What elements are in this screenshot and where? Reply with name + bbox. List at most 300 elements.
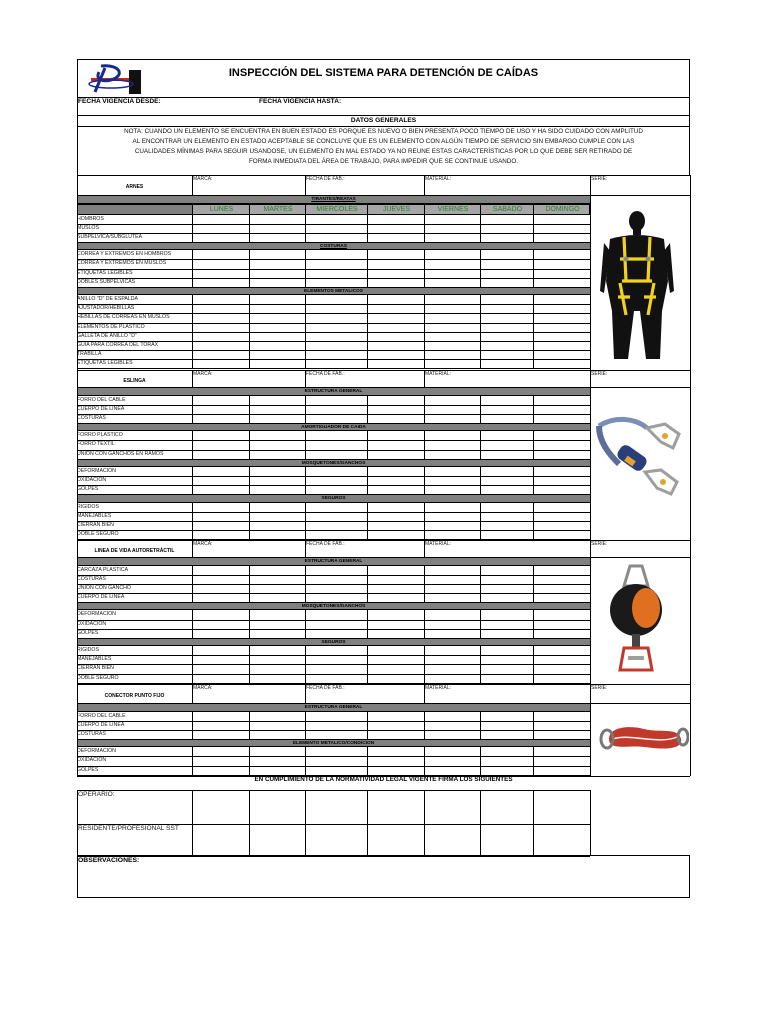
check-cell[interactable] [368,594,423,601]
check-cell[interactable] [306,504,366,511]
check-cell[interactable] [306,270,366,277]
check-cell[interactable] [250,351,304,358]
check-cell[interactable] [481,513,532,520]
check-cell[interactable] [425,296,479,303]
check-cell[interactable] [534,324,589,331]
check-cell[interactable] [306,585,366,592]
check-cell[interactable] [193,675,248,682]
check-cell[interactable] [425,611,479,618]
check-cell[interactable] [425,585,479,592]
check-cell[interactable] [193,260,248,267]
signature-cell[interactable] [368,825,423,855]
check-cell[interactable] [534,731,589,738]
check-cell[interactable] [425,767,479,774]
check-cell[interactable] [193,314,248,321]
check-cell[interactable] [534,531,589,538]
check-cell[interactable] [425,513,479,520]
check-cell[interactable] [368,722,423,729]
check-cell[interactable] [193,531,248,538]
check-cell[interactable] [193,665,248,672]
check-cell[interactable] [306,234,366,241]
check-cell[interactable] [368,397,423,404]
signature-cell[interactable] [193,825,248,855]
check-cell[interactable] [306,621,366,628]
check-cell[interactable] [193,567,248,574]
check-cell[interactable] [534,279,589,286]
check-cell[interactable] [250,216,304,223]
check-cell[interactable] [425,279,479,286]
check-cell[interactable] [250,406,304,413]
check-cell[interactable] [306,656,366,663]
check-cell[interactable] [193,621,248,628]
check-cell[interactable] [534,260,589,267]
check-cell[interactable] [250,333,304,340]
check-cell[interactable] [250,722,304,729]
check-cell[interactable] [534,675,589,682]
check-cell[interactable] [250,576,304,583]
check-cell[interactable] [368,468,423,475]
check-cell[interactable] [534,621,589,628]
check-cell[interactable] [368,522,423,529]
check-cell[interactable] [306,576,366,583]
check-cell[interactable] [425,415,479,422]
check-cell[interactable] [481,406,532,413]
check-cell[interactable] [425,441,479,448]
check-cell[interactable] [534,504,589,511]
check-cell[interactable] [425,567,479,574]
check-cell[interactable] [534,441,589,448]
check-cell[interactable] [534,567,589,574]
check-cell[interactable] [534,314,589,321]
check-cell[interactable] [193,251,248,258]
check-cell[interactable] [250,296,304,303]
check-cell[interactable] [481,656,532,663]
check-cell[interactable] [368,611,423,618]
check-cell[interactable] [481,234,532,241]
check-cell[interactable] [425,656,479,663]
check-cell[interactable] [306,748,366,755]
check-cell[interactable] [481,324,532,331]
check-cell[interactable] [481,767,532,774]
check-cell[interactable] [368,477,423,484]
check-cell[interactable] [425,621,479,628]
check-cell[interactable] [250,441,304,448]
check-cell[interactable] [306,757,366,764]
check-cell[interactable] [368,360,423,367]
check-cell[interactable] [481,260,532,267]
check-cell[interactable] [306,451,366,458]
signature-cell[interactable] [193,791,248,823]
check-cell[interactable] [250,611,304,618]
check-cell[interactable] [250,767,304,774]
check-cell[interactable] [481,621,532,628]
check-cell[interactable] [306,531,366,538]
check-cell[interactable] [193,397,248,404]
check-cell[interactable] [368,531,423,538]
check-cell[interactable] [368,324,423,331]
check-cell[interactable] [534,594,589,601]
check-cell[interactable] [534,757,589,764]
check-cell[interactable] [250,513,304,520]
check-cell[interactable] [534,647,589,654]
check-cell[interactable] [306,342,366,349]
check-cell[interactable] [534,656,589,663]
check-cell[interactable] [481,441,532,448]
check-cell[interactable] [368,665,423,672]
check-cell[interactable] [306,251,366,258]
check-cell[interactable] [534,333,589,340]
check-cell[interactable] [193,477,248,484]
signature-cell[interactable] [250,825,304,855]
check-cell[interactable] [306,675,366,682]
observations-input[interactable] [79,867,688,896]
check-cell[interactable] [368,567,423,574]
check-cell[interactable] [368,270,423,277]
check-cell[interactable] [368,314,423,321]
check-cell[interactable] [306,432,366,439]
check-cell[interactable] [368,415,423,422]
check-cell[interactable] [534,351,589,358]
check-cell[interactable] [306,611,366,618]
check-cell[interactable] [193,360,248,367]
signature-cell[interactable] [534,825,589,855]
check-cell[interactable] [425,451,479,458]
check-cell[interactable] [306,279,366,286]
check-cell[interactable] [250,477,304,484]
check-cell[interactable] [481,468,532,475]
check-cell[interactable] [481,675,532,682]
check-cell[interactable] [481,522,532,529]
check-cell[interactable] [306,594,366,601]
check-cell[interactable] [250,522,304,529]
check-cell[interactable] [368,234,423,241]
check-cell[interactable] [425,432,479,439]
check-cell[interactable] [193,748,248,755]
check-cell[interactable] [425,351,479,358]
check-cell[interactable] [481,342,532,349]
check-cell[interactable] [193,630,248,637]
check-cell[interactable] [368,279,423,286]
check-cell[interactable] [306,767,366,774]
check-cell[interactable] [481,757,532,764]
check-cell[interactable] [250,234,304,241]
check-cell[interactable] [425,647,479,654]
check-cell[interactable] [250,630,304,637]
check-cell[interactable] [250,647,304,654]
check-cell[interactable] [368,260,423,267]
check-cell[interactable] [193,270,248,277]
check-cell[interactable] [250,305,304,312]
check-cell[interactable] [368,296,423,303]
check-cell[interactable] [481,713,532,720]
check-cell[interactable] [193,576,248,583]
check-cell[interactable] [368,216,423,223]
check-cell[interactable] [193,585,248,592]
check-cell[interactable] [306,713,366,720]
check-cell[interactable] [481,305,532,312]
check-cell[interactable] [250,451,304,458]
check-cell[interactable] [250,567,304,574]
check-cell[interactable] [481,360,532,367]
signature-cell[interactable] [481,825,532,855]
check-cell[interactable] [534,225,589,232]
check-cell[interactable] [481,270,532,277]
check-cell[interactable] [368,441,423,448]
check-cell[interactable] [306,296,366,303]
check-cell[interactable] [481,576,532,583]
check-cell[interactable] [250,397,304,404]
check-cell[interactable] [425,270,479,277]
check-cell[interactable] [425,477,479,484]
check-cell[interactable] [425,342,479,349]
check-cell[interactable] [481,611,532,618]
check-cell[interactable] [481,722,532,729]
check-cell[interactable] [481,531,532,538]
check-cell[interactable] [481,486,532,493]
check-cell[interactable] [368,675,423,682]
check-cell[interactable] [193,486,248,493]
check-cell[interactable] [534,251,589,258]
check-cell[interactable] [368,504,423,511]
check-cell[interactable] [306,324,366,331]
check-cell[interactable] [250,665,304,672]
check-cell[interactable] [425,486,479,493]
check-cell[interactable] [425,594,479,601]
check-cell[interactable] [306,305,366,312]
check-cell[interactable] [534,522,589,529]
check-cell[interactable] [193,647,248,654]
check-cell[interactable] [193,468,248,475]
check-cell[interactable] [425,713,479,720]
check-cell[interactable] [534,767,589,774]
signature-cell[interactable] [534,791,589,823]
check-cell[interactable] [425,630,479,637]
check-cell[interactable] [368,432,423,439]
check-cell[interactable] [534,342,589,349]
check-cell[interactable] [193,713,248,720]
check-cell[interactable] [425,324,479,331]
check-cell[interactable] [425,748,479,755]
check-cell[interactable] [193,441,248,448]
check-cell[interactable] [306,513,366,520]
check-cell[interactable] [306,477,366,484]
check-cell[interactable] [193,432,248,439]
check-cell[interactable] [368,342,423,349]
check-cell[interactable] [368,305,423,312]
check-cell[interactable] [306,360,366,367]
check-cell[interactable] [534,305,589,312]
check-cell[interactable] [481,647,532,654]
check-cell[interactable] [368,513,423,520]
check-cell[interactable] [534,451,589,458]
check-cell[interactable] [368,757,423,764]
check-cell[interactable] [368,630,423,637]
check-cell[interactable] [250,360,304,367]
check-cell[interactable] [425,260,479,267]
check-cell[interactable] [481,296,532,303]
check-cell[interactable] [534,397,589,404]
check-cell[interactable] [306,567,366,574]
check-cell[interactable] [193,324,248,331]
check-cell[interactable] [250,432,304,439]
check-cell[interactable] [534,722,589,729]
check-cell[interactable] [193,415,248,422]
check-cell[interactable] [534,468,589,475]
check-cell[interactable] [250,324,304,331]
signature-cell[interactable] [481,791,532,823]
check-cell[interactable] [425,522,479,529]
check-cell[interactable] [250,748,304,755]
check-cell[interactable] [250,656,304,663]
check-cell[interactable] [368,333,423,340]
check-cell[interactable] [306,216,366,223]
check-cell[interactable] [306,441,366,448]
check-cell[interactable] [481,397,532,404]
check-cell[interactable] [534,234,589,241]
check-cell[interactable] [425,731,479,738]
check-cell[interactable] [250,251,304,258]
signature-cell[interactable] [425,825,479,855]
check-cell[interactable] [250,621,304,628]
check-cell[interactable] [368,748,423,755]
check-cell[interactable] [481,731,532,738]
check-cell[interactable] [193,767,248,774]
check-cell[interactable] [250,504,304,511]
check-cell[interactable] [534,406,589,413]
check-cell[interactable] [481,432,532,439]
check-cell[interactable] [250,757,304,764]
check-cell[interactable] [250,731,304,738]
check-cell[interactable] [250,675,304,682]
check-cell[interactable] [193,757,248,764]
check-cell[interactable] [193,656,248,663]
check-cell[interactable] [368,406,423,413]
check-cell[interactable] [306,665,366,672]
check-cell[interactable] [425,722,479,729]
check-cell[interactable] [368,767,423,774]
check-cell[interactable] [368,486,423,493]
check-cell[interactable] [250,279,304,286]
check-cell[interactable] [534,713,589,720]
check-cell[interactable] [534,576,589,583]
check-cell[interactable] [425,406,479,413]
check-cell[interactable] [306,731,366,738]
check-cell[interactable] [534,665,589,672]
check-cell[interactable] [425,468,479,475]
check-cell[interactable] [534,630,589,637]
check-cell[interactable] [193,513,248,520]
check-cell[interactable] [306,225,366,232]
check-cell[interactable] [250,260,304,267]
signature-cell[interactable] [368,791,423,823]
check-cell[interactable] [193,342,248,349]
check-cell[interactable] [250,314,304,321]
check-cell[interactable] [425,360,479,367]
check-cell[interactable] [534,748,589,755]
check-cell[interactable] [306,314,366,321]
check-cell[interactable] [481,665,532,672]
check-cell[interactable] [481,351,532,358]
check-cell[interactable] [481,216,532,223]
check-cell[interactable] [481,333,532,340]
check-cell[interactable] [250,486,304,493]
check-cell[interactable] [368,731,423,738]
check-cell[interactable] [193,731,248,738]
check-cell[interactable] [193,611,248,618]
check-cell[interactable] [306,415,366,422]
check-cell[interactable] [306,647,366,654]
check-cell[interactable] [306,486,366,493]
check-cell[interactable] [425,531,479,538]
check-cell[interactable] [481,585,532,592]
check-cell[interactable] [481,279,532,286]
check-cell[interactable] [368,576,423,583]
check-cell[interactable] [534,611,589,618]
check-cell[interactable] [425,333,479,340]
check-cell[interactable] [250,415,304,422]
check-cell[interactable] [250,531,304,538]
check-cell[interactable] [193,722,248,729]
check-cell[interactable] [481,748,532,755]
check-cell[interactable] [425,305,479,312]
check-cell[interactable] [250,594,304,601]
check-cell[interactable] [425,675,479,682]
signature-cell[interactable] [250,791,304,823]
check-cell[interactable] [306,468,366,475]
check-cell[interactable] [534,216,589,223]
check-cell[interactable] [425,397,479,404]
check-cell[interactable] [193,351,248,358]
check-cell[interactable] [534,432,589,439]
check-cell[interactable] [425,576,479,583]
check-cell[interactable] [534,270,589,277]
check-cell[interactable] [193,216,248,223]
check-cell[interactable] [481,477,532,484]
check-cell[interactable] [193,333,248,340]
check-cell[interactable] [425,665,479,672]
check-cell[interactable] [306,333,366,340]
check-cell[interactable] [425,314,479,321]
check-cell[interactable] [368,713,423,720]
check-cell[interactable] [481,251,532,258]
check-cell[interactable] [193,522,248,529]
check-cell[interactable] [368,251,423,258]
signature-cell[interactable] [425,791,479,823]
check-cell[interactable] [534,513,589,520]
check-cell[interactable] [481,314,532,321]
signature-cell[interactable] [306,791,366,823]
check-cell[interactable] [193,279,248,286]
check-cell[interactable] [481,451,532,458]
check-cell[interactable] [250,270,304,277]
check-cell[interactable] [368,621,423,628]
check-cell[interactable] [368,451,423,458]
check-cell[interactable] [306,260,366,267]
check-cell[interactable] [425,234,479,241]
check-cell[interactable] [534,585,589,592]
check-cell[interactable] [481,415,532,422]
check-cell[interactable] [250,468,304,475]
check-cell[interactable] [481,594,532,601]
check-cell[interactable] [368,647,423,654]
check-cell[interactable] [193,594,248,601]
check-cell[interactable] [250,342,304,349]
check-cell[interactable] [425,216,479,223]
check-cell[interactable] [425,251,479,258]
check-cell[interactable] [534,296,589,303]
check-cell[interactable] [534,415,589,422]
check-cell[interactable] [425,757,479,764]
